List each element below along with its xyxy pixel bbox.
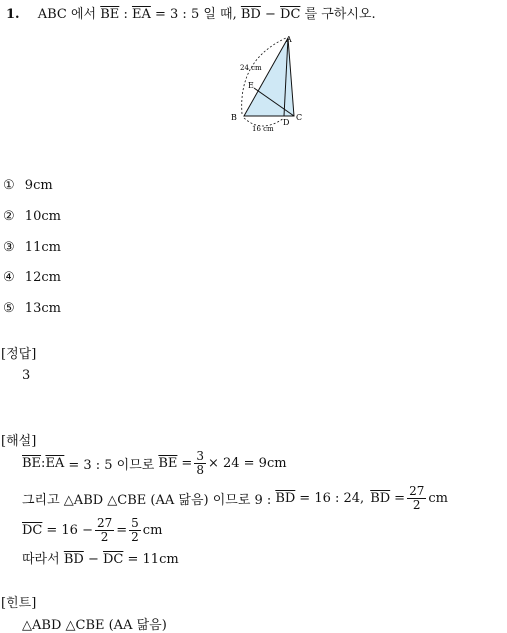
frac-num: 27 bbox=[96, 515, 113, 530]
segment-be: $\overline{BE}$ bbox=[100, 7, 120, 22]
frac-den: 2 bbox=[100, 529, 109, 544]
label-d: D bbox=[283, 118, 290, 127]
sol-l4-bd: $\overline{BD}$ bbox=[63, 552, 84, 567]
label-24cm: 24 cm bbox=[240, 64, 262, 72]
sol-l4-dc: $\overline{DC}$ bbox=[103, 552, 124, 567]
solution-line-4 bbox=[22, 548, 179, 567]
option-2-text: 10cm bbox=[24, 209, 61, 224]
sol-l3-mid: = 16 − bbox=[46, 522, 93, 538]
fraction-27-2 bbox=[407, 485, 426, 511]
sol-l1-eq: = bbox=[181, 455, 193, 471]
option-4-mark: ④ bbox=[3, 270, 15, 285]
frac-den: 8 bbox=[196, 462, 204, 477]
question-text-post: 를 구하시오. bbox=[304, 7, 376, 22]
triangle-diagram bbox=[228, 30, 308, 136]
label-c: C bbox=[296, 113, 303, 122]
label-a: A bbox=[286, 35, 292, 44]
label-e: E bbox=[248, 81, 254, 90]
answer-value: 3 bbox=[22, 368, 31, 383]
sol-l2-pre: 그리고 △ABD △CBE (AA 닮음) 이므로 9 : bbox=[22, 492, 272, 508]
minus-sign: − bbox=[265, 7, 276, 22]
ratio-text: = 3 : 5 일 때, bbox=[155, 7, 237, 22]
sol-colon: : bbox=[41, 455, 46, 471]
frac-num: 27 bbox=[409, 483, 425, 498]
option-2[interactable] bbox=[3, 209, 61, 224]
option-5-mark: ⑤ bbox=[3, 301, 15, 316]
option-3[interactable] bbox=[3, 240, 61, 255]
fraction-27-2-b bbox=[95, 517, 114, 543]
hint-label: [힌트] bbox=[1, 596, 37, 611]
option-1-mark: ① bbox=[3, 178, 15, 193]
sol-l2-bd: $\overline{BD}$ bbox=[275, 490, 296, 506]
option-4[interactable] bbox=[3, 270, 61, 285]
label-16cm: 16 cm bbox=[252, 125, 274, 133]
sol-l2-mid: = 16 : 24, bbox=[299, 490, 365, 506]
sol-l4-pre: 따라서 bbox=[22, 552, 60, 567]
colon: : bbox=[123, 7, 128, 22]
segment-ea: $\overline{EA}$ bbox=[131, 7, 151, 22]
option-5[interactable] bbox=[3, 301, 61, 316]
sol-l3-dc: $\overline{DC}$ bbox=[22, 522, 43, 538]
option-2-mark: ② bbox=[3, 209, 15, 224]
question-text-pre: ABC 에서 bbox=[37, 7, 97, 22]
option-3-text: 11cm bbox=[24, 240, 61, 255]
frac-den: 2 bbox=[131, 529, 139, 544]
answer-label: [정답] bbox=[1, 347, 37, 362]
fraction-3-8 bbox=[194, 450, 206, 476]
sol-be: $\overline{BE}$ bbox=[22, 455, 42, 471]
frac-num: 3 bbox=[196, 448, 204, 463]
option-4-text: 12cm bbox=[24, 270, 61, 285]
sol-be-2: $\overline{BE}$ bbox=[158, 455, 178, 471]
frac-num: 5 bbox=[131, 515, 139, 530]
option-1-text: 9cm bbox=[24, 178, 53, 193]
frac-den: 2 bbox=[412, 497, 421, 512]
option-5-text: 13cm bbox=[24, 301, 61, 316]
question-number: 1. bbox=[6, 7, 20, 22]
sol-l2-eq: = bbox=[394, 490, 406, 506]
fraction-5-2 bbox=[129, 517, 141, 543]
segment-dc: $\overline{DC}$ bbox=[280, 7, 301, 22]
label-b: B bbox=[231, 113, 237, 122]
sol-l3-unit: cm bbox=[142, 522, 163, 538]
sol-l4-minus: − bbox=[87, 552, 99, 567]
option-3-mark: ③ bbox=[3, 240, 15, 255]
sol-ea: $\overline{EA}$ bbox=[45, 455, 65, 471]
option-1[interactable] bbox=[3, 178, 53, 193]
solution-line-3 bbox=[22, 512, 162, 548]
solution-label: [해설] bbox=[1, 434, 37, 449]
segment-bd: $\overline{BD}$ bbox=[240, 7, 261, 22]
sol-l1-tail: × 24 = 9cm bbox=[207, 455, 287, 471]
sol-l1-mid: = 3 : 5 이므로 bbox=[68, 457, 155, 473]
solution-line-1 bbox=[22, 443, 287, 483]
sol-l2-unit: cm bbox=[428, 490, 448, 506]
hint-text: △ABD △CBE (AA 닮음) bbox=[22, 618, 167, 633]
sol-l4-tail: = 11cm bbox=[127, 552, 179, 567]
question-line bbox=[6, 3, 376, 22]
sol-l2-bd-2: $\overline{BD}$ bbox=[370, 490, 391, 506]
sol-l3-eq: = bbox=[116, 522, 128, 538]
